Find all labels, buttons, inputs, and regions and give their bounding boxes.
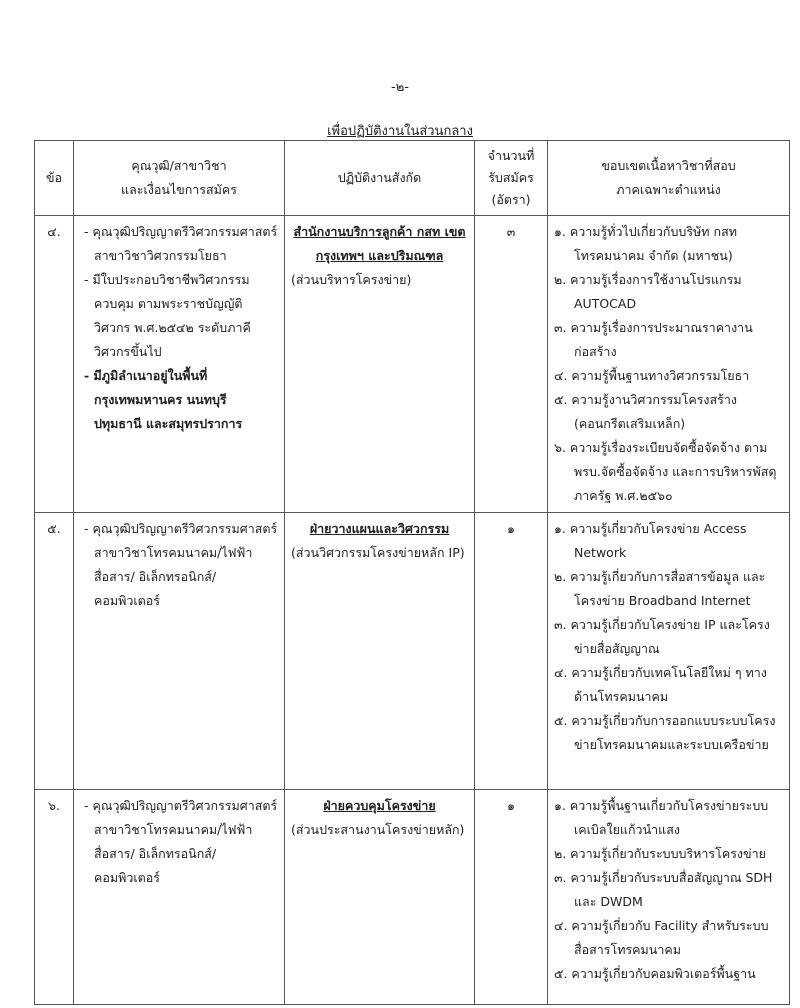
scope-item: ๕. ความรู้เกี่ยวกับคอมพิวเตอร์พื้นฐาน (554, 966, 756, 981)
sub-department: (ส่วนบริหารโครงข่าย) (291, 272, 412, 287)
department-name: ฝ่ายวางแผนและวิศวกรรม (309, 521, 450, 536)
qualification-cell (74, 790, 285, 1005)
qualification-item: - คุณวุฒิปริญญาตรีวิศวกรรมศาสตร์ สาขาวิชาวิศวกรรมโยธา (84, 224, 278, 263)
header-scope (548, 141, 790, 216)
header-count (475, 141, 548, 216)
qualification-item: - มีใบประกอบวิชาชีพวิศวกรรมควบคุม ตามพระราชบัญญัติวิศวกร พ.ศ.๒๕๔๒ ระดับภาคีวิศวกรขึ้นไป (84, 272, 251, 359)
header-department: ปฏิบัติงานสังกัด (285, 141, 475, 216)
position-count: ๑ (475, 513, 548, 790)
department-cell (285, 513, 475, 790)
scope-item: ๖. ความรู้เรื่องระเบียบจัดซื้อจัดจ้าง ตาม พรบ.จัดซื้อจัดจ้าง และการบริหารพัสดุภาครัฐ พ.ศ.๒๕๖๐ (554, 440, 777, 503)
department-name: ฝ่ายควบคุมโครงข่าย (323, 798, 436, 813)
scope-item: ๕. ความรู้งานวิศวกรรมโครงสร้าง (คอนกรีตเสริมเหล็ก) (554, 392, 737, 431)
scope-item: ๓. ความรู้เกี่ยวกับโครงข่าย IP และโครงข่ายสื่อสัญญาณ (554, 617, 770, 656)
section-title: เพื่อปฏิบัติงานในส่วนกลาง (327, 124, 473, 139)
header-no: ข้อ (35, 141, 74, 216)
sub-department: (ส่วนวิศวกรรมโครงข่ายหลัก IP) (291, 545, 465, 560)
row-number: ๔. (35, 216, 74, 513)
scope-item: ๑. ความรู้พื้นฐานเกี่ยวกับโครงข่ายระบบเคเบิลใยแก้วนำแสง (554, 798, 769, 837)
scope-item: ๒. ความรู้เกี่ยวกับระบบบริหารโครงข่าย (554, 846, 766, 861)
position-count: ๓ (475, 216, 548, 513)
row-number: ๖. (35, 790, 74, 1005)
scope-item: ๔. ความรู้พื้นฐานทางวิศวกรรมโยธา (554, 368, 750, 383)
qualification-cell (74, 216, 285, 513)
header-count-line: (อัตรา) (491, 192, 531, 207)
department-cell (285, 216, 475, 513)
scope-item: ๔. ความรู้เกี่ยวกับเทคโนโลยีใหม่ ๆ ทางด้านโทรคมนาคม (554, 665, 767, 704)
header-count-line: จำนวนที่ (487, 148, 535, 163)
qualification-cell (74, 513, 285, 790)
scope-cell (548, 790, 790, 1005)
scope-item: ๒. ความรู้เกี่ยวกับการสื่อสารข้อมูล และโครงข่าย Broadband Internet (554, 569, 766, 608)
scope-item: ๓. ความรู้เกี่ยวกับระบบสื่อสัญญาณ SDH และ DWDM (554, 870, 773, 909)
qualification-item: - มีภูมิลำเนาอยู่ในพื้นที่ กรุงเทพมหานคร นนทบุรี ปทุมธานี และสมุทรปราการ (84, 368, 243, 431)
table-row (35, 216, 790, 513)
header-qualification-line: และเงื่อนไขการสมัคร (121, 182, 237, 197)
position-count: ๑ (475, 790, 548, 1005)
header-qualification (74, 141, 285, 216)
table-row (35, 513, 790, 790)
header-scope-line: ขอบเขตเนื้อหาวิชาที่สอบ (601, 158, 736, 173)
header-scope-line: ภาคเฉพาะตำแหน่ง (616, 182, 721, 197)
qualification-item: - คุณวุฒิปริญญาตรีวิศวกรรมศาสตร์ สาขาวิชาโทรคมนาคม/ไฟฟ้าสื่อสาร/ อิเล็กทรอนิกส์/คอมพิวเตอร์ (84, 521, 278, 608)
qualification-item: - คุณวุฒิปริญญาตรีวิศวกรรมศาสตร์ สาขาวิชาโทรคมนาคม/ไฟฟ้าสื่อสาร/ อิเล็กทรอนิกส์/คอมพิวเตอร์ (84, 798, 278, 885)
department-name: สำนักงานบริการลูกค้า กสท เขตกรุงเทพฯ และปริมณฑล (293, 224, 466, 263)
scope-item: ๒. ความรู้เรื่องการใช้งานโปรแกรม AUTOCAD (554, 272, 742, 311)
scope-item: ๕. ความรู้เกี่ยวกับการออกแบบระบบโครงข่ายโทรคมนาคมและระบบเครือข่าย (554, 713, 776, 752)
scope-item: ๓. ความรู้เรื่องการประมาณราคางานก่อสร้าง (554, 320, 753, 359)
header-count-line: รับสมัคร (488, 170, 534, 185)
scope-item: ๔. ความรู้เกี่ยวกับ Facility สำหรับระบบสื่อสารโทรคมนาคม (554, 918, 769, 957)
department-cell (285, 790, 475, 1005)
scope-item: ๑. ความรู้ทั่วไปเกี่ยวกับบริษัท กสท โทรคมนาคม จำกัด (มหาชน) (554, 224, 737, 263)
scope-item: ๑. ความรู้เกี่ยวกับโครงข่าย Access Network (554, 521, 747, 560)
recruitment-table (34, 140, 790, 1005)
page-number: -๒- (391, 80, 409, 95)
row-number: ๕. (35, 513, 74, 790)
scope-cell (548, 216, 790, 513)
scope-cell (548, 513, 790, 790)
sub-department: (ส่วนประสานงานโครงข่ายหลัก) (291, 822, 465, 837)
table-row (35, 790, 790, 1005)
header-qualification-line: คุณวุฒิ/สาขาวิชา (131, 158, 227, 173)
